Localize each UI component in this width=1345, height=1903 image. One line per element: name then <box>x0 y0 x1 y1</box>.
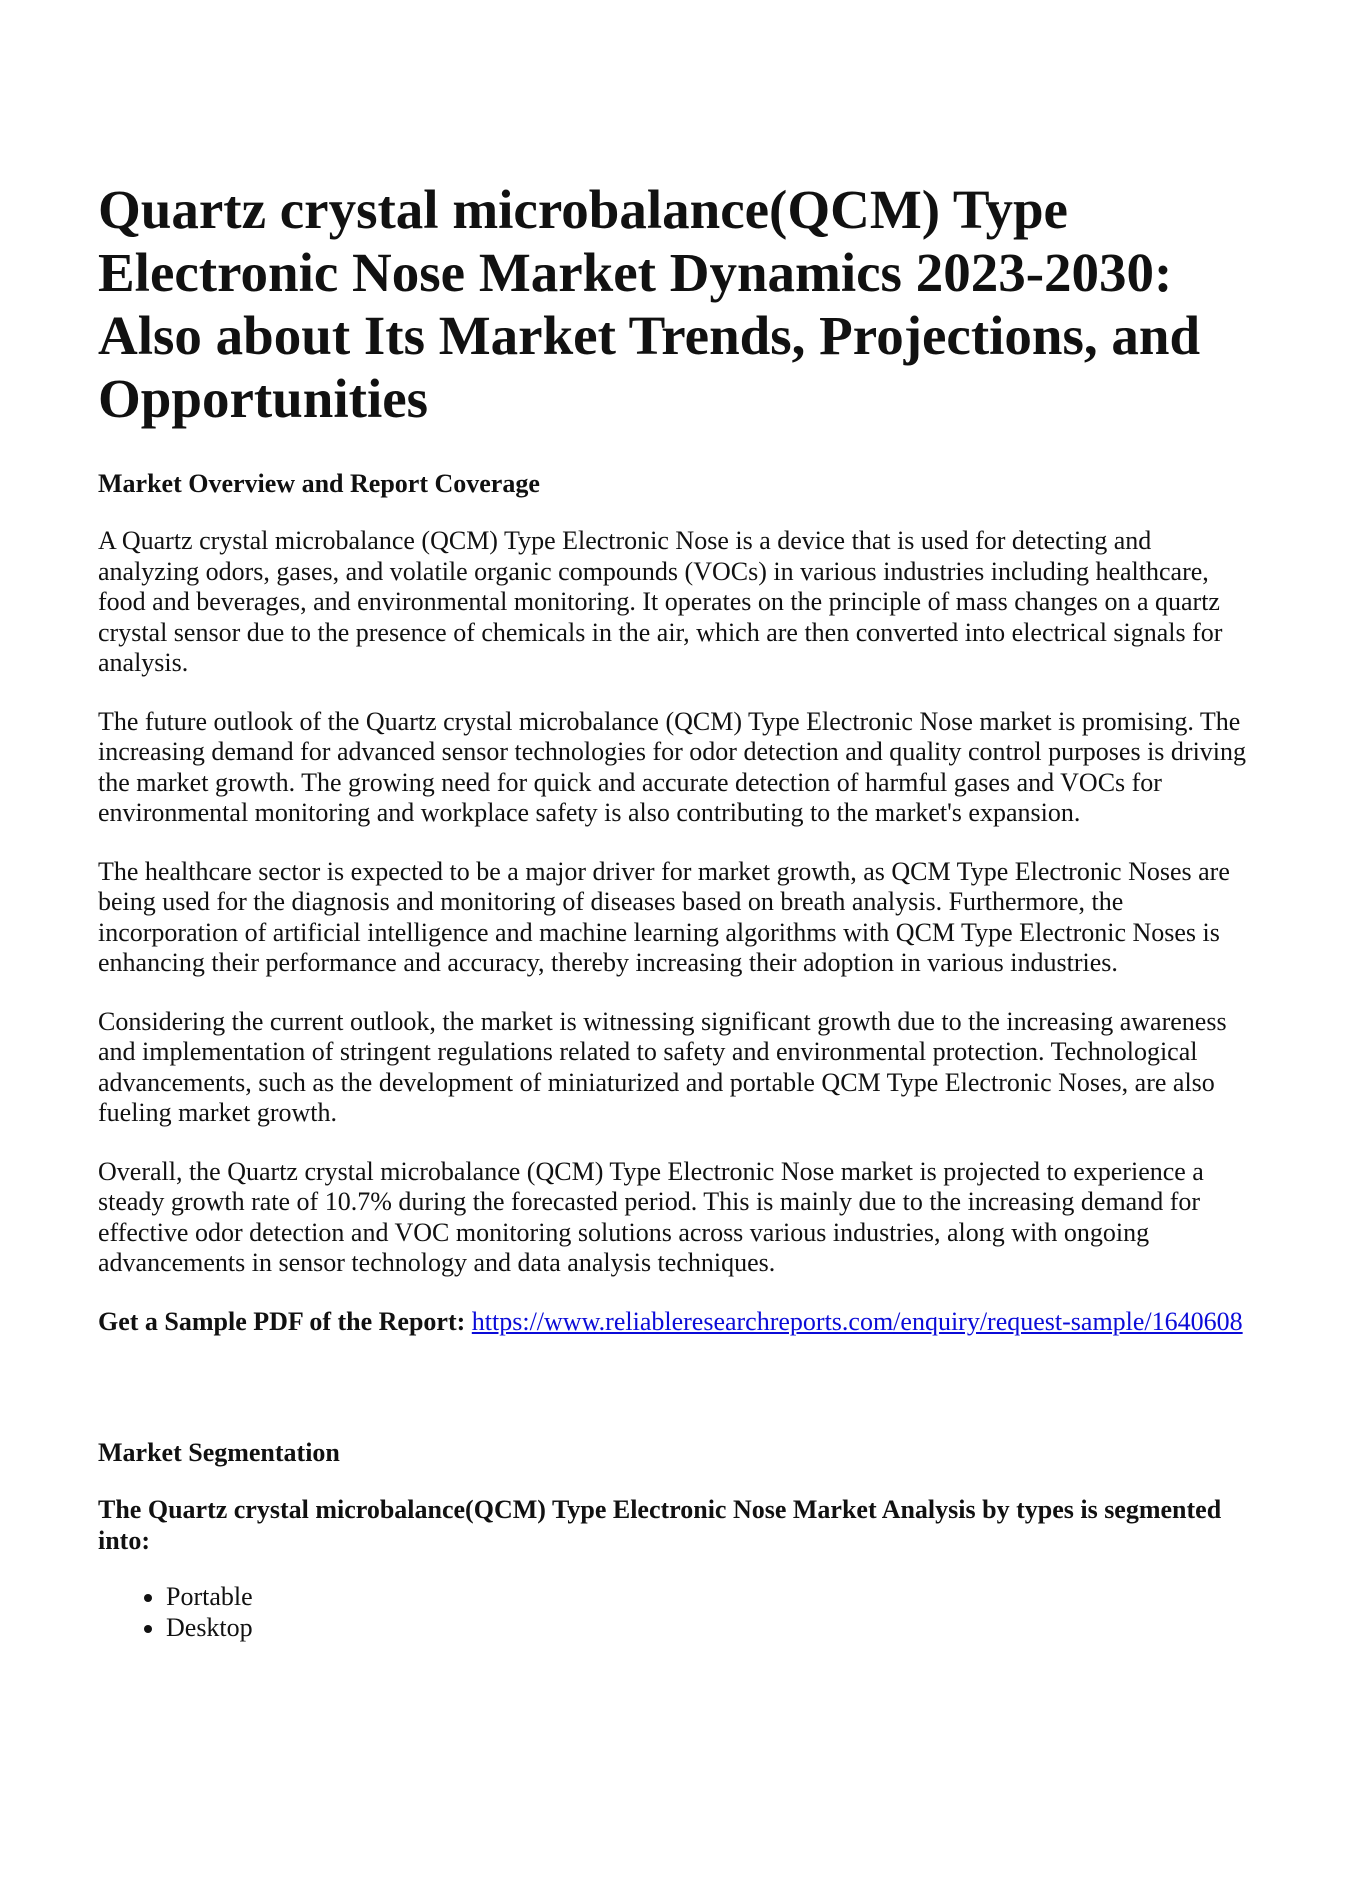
list-item: • Portable <box>166 1582 1250 1613</box>
paragraph-3: The healthcare sector is expected to be a major driver for market growth, as QCM Type Electronic Noses are being used for the diagnosis and monitoring of diseases based on breath analysis. Furthermore, the incorporation of artificial intelligence and machine learning algorithms with QCM Type Electronic Noses is enhancing their performance and accuracy, thereby increasing their adoption in various industries. <box>98 856 1230 977</box>
overview-heading: Market Overview and Report Coverage <box>98 469 540 498</box>
paragraph-5: Overall, the Quartz crystal microbalance (QCM) Type Electronic Nose market is projected to experience a steady growth rate of 10.7% during the forecasted period. This is mainly due to the increasing demand for effective odor detection and VOC monitoring solutions across various industries, along with ongoing advancements in sensor technology and data analysis techniques. <box>98 1156 1204 1277</box>
sample-pdf-label: Get a Sample PDF of the Report: <box>98 1306 466 1336</box>
list-item: • Desktop <box>166 1613 1250 1644</box>
types-heading: The Quartz crystal microbalance(QCM) Type Electronic Nose Market Analysis by types is segmented into: <box>98 1495 1222 1555</box>
sample-pdf-line <box>98 1307 1250 1338</box>
segmentation-heading: Market Segmentation <box>98 1438 340 1467</box>
paragraph-4: Considering the current outlook, the market is witnessing significant growth due to the increasing awareness and implementation of stringent regulations related to safety and environmental protection. Technological advancements, such as the development of miniaturized and portable QCM Type Electronic Noses, are also fueling market growth. <box>98 1006 1227 1127</box>
document-title: Quartz crystal microbalance(QCM) Type Electronic Nose Market Dynamics 2023-2030: Also about Its Market Trends, Projections, and Opportunities <box>98 179 1201 429</box>
types-list <box>98 1582 1250 1643</box>
sample-pdf-link[interactable]: https://www.reliableresearchreports.com/enquiry/request-sample/1640608 <box>471 1306 1243 1336</box>
paragraph-2: The future outlook of the Quartz crystal microbalance (QCM) Type Electronic Nose market is promising. The increasing demand for advanced sensor technologies for odor detection and quality control purposes is driving the market growth. The growing need for quick and accurate detection of harmful gases and VOCs for environmental monitoring and workplace safety is also contributing to the market's expansion. <box>98 706 1247 827</box>
paragraph-1: A Quartz crystal microbalance (QCM) Type Electronic Nose is a device that is used for detecting and analyzing odors, gases, and volatile organic compounds (VOCs) in various industries including healthcare, food and beverages, and environmental monitoring. It operates on the principle of mass changes on a quartz crystal sensor due to the presence of chemicals in the air, which are then converted into electrical signals for analysis. <box>98 526 1223 677</box>
